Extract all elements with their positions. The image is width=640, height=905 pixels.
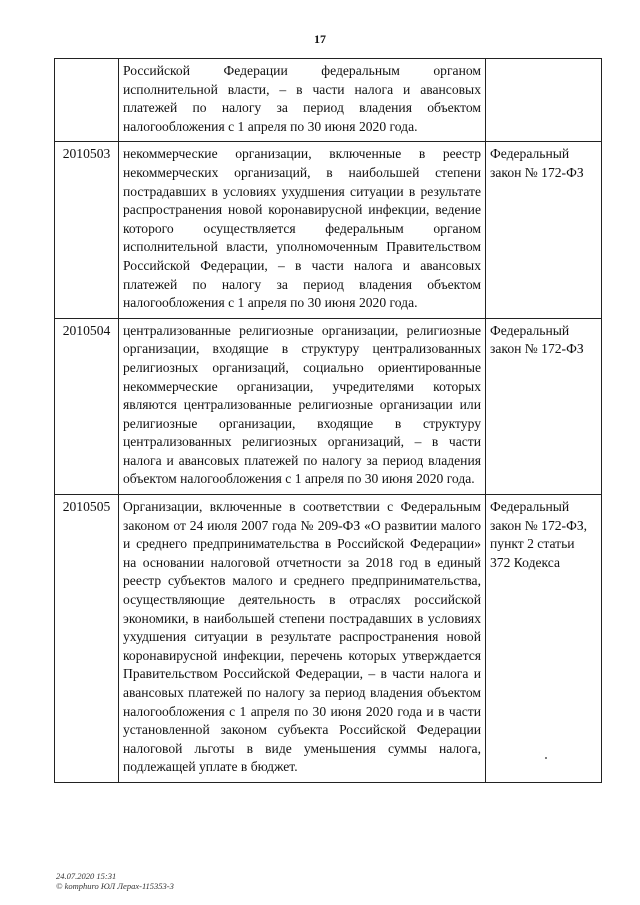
table-row bbox=[55, 142, 602, 318]
row-legal-basis: Федеральный закон № 172-ФЗ bbox=[486, 318, 602, 494]
tax-benefit-table bbox=[54, 58, 602, 783]
row-description: централизованные религиозные организации, религиозные организации, входящие в структуру централизованных религиозных организаций, социально ориентированные некоммерческие организации, учредителями которых являются централизованные религиозные организации или религиозные организации, входящие в структуру централизованных религиозных организаций, – в части налога и авансовых платежей по налогу за период владения объектом налогообложения с 1 апреля по 30 июня 2020 года. bbox=[119, 318, 486, 494]
row-legal-basis: Федеральный закон № 172-ФЗ, пункт 2 статьи 372 Кодекса bbox=[486, 495, 602, 783]
table-row bbox=[55, 495, 602, 783]
footer-timestamp: 24.07.2020 15:31 bbox=[56, 871, 117, 881]
row-code: 2010505 bbox=[55, 495, 119, 783]
row-description: Российской Федерации федеральным органом исполнительной власти, – в части налога и авансовых платежей по налогу за период владения объектом налогообложения с 1 апреля по 30 июня 2020 года. bbox=[119, 59, 486, 142]
row-description: некоммерческие организации, включенные в реестр некоммерческих организаций, в наибольшей степени пострадавших в условиях ухудшения ситуации в результате распространения новой коронавирусной инфекции, ведение которого осуществляется федеральным органом исполнительной власти, уполномоченным Правительством Российской Федерации, – в части налога и авансовых платежей по налогу за период владения объектом налогообложения с 1 апреля по 30 июня 2020 года. bbox=[119, 142, 486, 318]
row-code bbox=[55, 59, 119, 142]
page-number: 17 bbox=[314, 32, 326, 46]
scan-speck bbox=[545, 757, 547, 759]
table-row bbox=[55, 59, 602, 142]
row-code: 2010503 bbox=[55, 142, 119, 318]
row-legal-basis bbox=[486, 59, 602, 142]
table-row bbox=[55, 318, 602, 494]
row-legal-basis: Федеральный закон № 172-ФЗ bbox=[486, 142, 602, 318]
document-footer bbox=[56, 871, 174, 891]
row-description: Организации, включенные в соответствии с Федеральным законом от 24 июля 2007 года № 209-ФЗ «О развитии малого и среднего предпринимательства в Российской Федерации» на основании налоговой отчетности за 2018 год в единый реестр субъектов малого и среднего предпринимательства, осуществляющие деятельность в отраслях российской экономики, в наибольшей степени пострадавших в условиях ухудшения ситуации в результате распространения новой коронавирусной инфекции, перечень которых утверждается Правительством Российской Федерации, – в части налога и авансовых платежей по налогу за период владения объектом налогообложения с 1 апреля по 30 июня 2020 года и в части установленной законом субъекта Российской Федерации налоговой льготы в виде уменьшения суммы налога, подлежащей уплате в бюджет. bbox=[119, 495, 486, 783]
row-code: 2010504 bbox=[55, 318, 119, 494]
footer-file-reference: © komphuro ЮЛ Лерах-115353-3 bbox=[56, 881, 174, 891]
